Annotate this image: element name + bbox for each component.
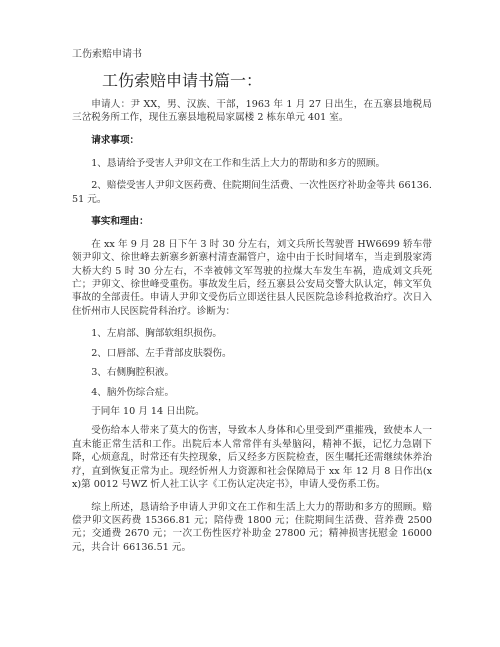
document-header-label: 工伤索赔申请书 bbox=[72, 49, 142, 60]
discharge-paragraph: 于同年 10 月 14 日出院。 bbox=[91, 406, 205, 418]
document-body bbox=[72, 98, 432, 563]
request-item-2: 2、赔偿受害人尹卯文医药费、住院期间生活费、一次性医疗补助金等共 66136.51 元。 bbox=[72, 180, 432, 205]
diagnosis-item-1: 1、左肩部、胸部软组织损伤。 bbox=[91, 328, 223, 340]
diagnosis-item-4: 4、脑外伤综合症。 bbox=[91, 386, 175, 398]
request-item-1: 1、恳请给予受害人尹卯文在工作和生活上大力的帮助和多方的照顾。 bbox=[91, 157, 386, 169]
injury-impact-paragraph: 受伤给本人带来了莫大的伤害，导致本人身体和心里受到严重摧残，致使本人一直未能正常生活和工作。出院后本人常常伴有头晕脑闷，精神不振，记忆力急剧下降，心烦意乱，时常还有失控现象，后又经多方医院检查，医生嘱托还需继续休养治疗，直到恢复正常为止。现经忻州人力资源和社会保障局于 xx 年 12 月 8 日作出(xx)第 0012 号WZ 忻人社工认字《工伤认定决定书》，申请人受伤系工伤。 bbox=[72, 425, 432, 491]
summary-paragraph: 综上所述，恳请给予申请人尹卯文在工作和生活上大力的帮助和多方的照顾。赔偿尹卯文医药费 15366.81 元；陪侍费 1800 元；住院期间生活费、营养费 2500 元；交通费 2670 元；一次工伤性医疗补助金 27800 元；精神损害抚慰金 16000 元，共合计 66136.51 元。 bbox=[72, 501, 432, 553]
applicant-paragraph: 申请人：尹 XX，男、汉族、干部，1963 年 1 月 27 日出生，在五寨县地税局三岔税务所工作，现住五寨县地税局家属楼 2 栋东单元 401 室。 bbox=[72, 99, 432, 124]
diagnosis-item-2: 2、口唇部、左手背部皮肤裂伤。 bbox=[91, 347, 232, 359]
diagnosis-item-3: 3、右侧胸腔积液。 bbox=[91, 367, 175, 379]
facts-reasons-heading: 事实和理由： bbox=[91, 216, 149, 228]
request-items-heading: 请求事项： bbox=[91, 135, 140, 146]
document-title: 工伤索赔申请书篇一： bbox=[102, 71, 263, 90]
facts-paragraph: 在 xx 年 9 月 28 日下午 3 时 30 分左右，刘文兵所长驾驶晋 HW6699 轿车带领尹卯文、徐世峰去新寨乡新寨村清查漏管户，途中由于长时间堵车，当走到殷家湾大桥大约 5 时 30 分左右，不幸被韩文军驾驶的拉煤大车发生车祸，造成刘文兵死亡；尹卯文、徐世峰受重伤。事故发生后，经五寨县公安局交警大队认定，韩文军负事故的全部责任。申请人尹卯文受伤后立即送往县人民医院急诊科抢救治疗。次日入住忻州市人民医院骨科治疗。诊断为： bbox=[72, 238, 432, 317]
